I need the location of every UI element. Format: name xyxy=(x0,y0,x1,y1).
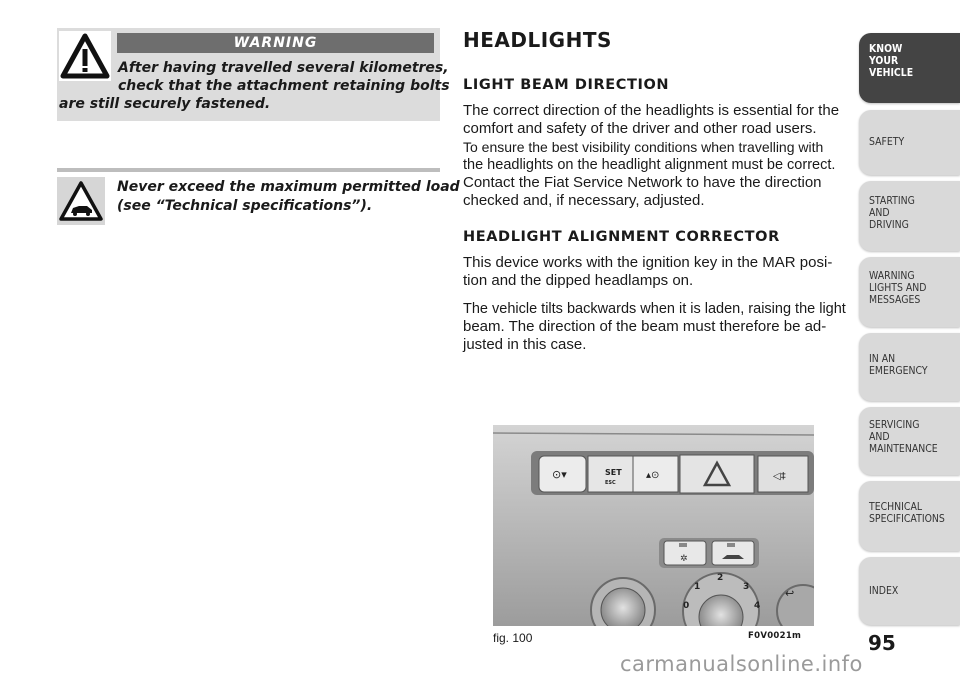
fan-speed-0: 0 xyxy=(683,601,690,611)
tab-starting-and-driving[interactable]: STARTING AND DRIVING xyxy=(859,181,960,251)
warning-triangle-icon xyxy=(59,31,111,81)
svg-text:⊙▾: ⊙▾ xyxy=(552,468,567,481)
tab-index[interactable]: INDEX xyxy=(859,557,960,625)
esc-button-label: ESC xyxy=(605,480,616,486)
page-number: 95 xyxy=(868,631,896,655)
tab-know-your-vehicle[interactable]: KNOW YOUR VEHICLE xyxy=(859,33,960,103)
watermark: carmanualsonline.info xyxy=(620,652,863,676)
tab-servicing-and-maintenance[interactable]: SERVICING AND MAINTENANCE xyxy=(859,407,960,475)
fan-speed-3: 3 xyxy=(743,582,750,592)
note-divider xyxy=(57,168,440,172)
tab-in-an-emergency[interactable]: IN AN EMERGENCY xyxy=(859,333,960,401)
svg-text:✲: ✲ xyxy=(680,554,688,564)
fan-speed-4: 4 xyxy=(754,601,761,611)
body-text-line: beam. The direction of the beam must therefore be ad- xyxy=(463,318,827,335)
body-text-line: This device works with the ignition key in the MAR posi- xyxy=(463,254,833,271)
body-text-line: Contact the Fiat Service Network to have the direction xyxy=(463,174,822,191)
body-text-line: The vehicle tilts backwards when it is laden, raising the light xyxy=(463,301,846,317)
warning-text-line: are still securely fastened. xyxy=(59,96,271,112)
warning-header: WARNING xyxy=(117,33,434,53)
figure-label: fig. 100 xyxy=(493,631,533,645)
body-text-line: comfort and safety of the driver and other road users. xyxy=(463,120,817,137)
body-text-line: justed in this case. xyxy=(463,336,587,353)
body-text-line: checked and, if necessary, adjusted. xyxy=(463,192,705,209)
warning-text-line: check that the attachment retaining bolts xyxy=(118,78,450,94)
body-text-line: tion and the dipped headlamps on. xyxy=(463,272,694,289)
tab-technical-specifications[interactable]: TECHNICAL SPECIFICATIONS xyxy=(859,481,960,551)
tab-safety[interactable]: SAFETY xyxy=(859,110,960,175)
section-heading: HEADLIGHT ALIGNMENT CORRECTOR xyxy=(463,229,780,245)
body-text-line: the headlights on the headlight alignment must be correct. xyxy=(463,157,836,173)
vehicle-load-warning-icon xyxy=(57,177,105,225)
warning-text-line: After having travelled several kilometres, xyxy=(118,60,449,76)
svg-text:▴⊙: ▴⊙ xyxy=(646,470,660,481)
svg-text:◁‡: ◁‡ xyxy=(773,471,786,482)
section-heading: LIGHT BEAM DIRECTION xyxy=(463,77,670,93)
tab-warning-lights-and-messages[interactable]: WARNING LIGHTS AND MESSAGES xyxy=(859,257,960,327)
svg-text:↩: ↩ xyxy=(785,587,795,600)
note-text-line: Never exceed the maximum permitted load xyxy=(117,179,460,195)
fan-speed-1: 1 xyxy=(694,582,701,592)
body-text-line: The correct direction of the headlights is essential for the xyxy=(463,102,840,119)
note-text-line: (see “Technical specifications”). xyxy=(117,198,373,214)
figure-code: F0V0021m xyxy=(748,631,802,641)
body-text-line: To ensure the best visibility conditions when travelling with xyxy=(463,139,824,155)
set-button-label: SET xyxy=(605,468,622,477)
fan-speed-2: 2 xyxy=(717,573,724,583)
page-title: HEADLIGHTS xyxy=(463,28,612,52)
dashboard-controls-figure xyxy=(493,425,814,626)
